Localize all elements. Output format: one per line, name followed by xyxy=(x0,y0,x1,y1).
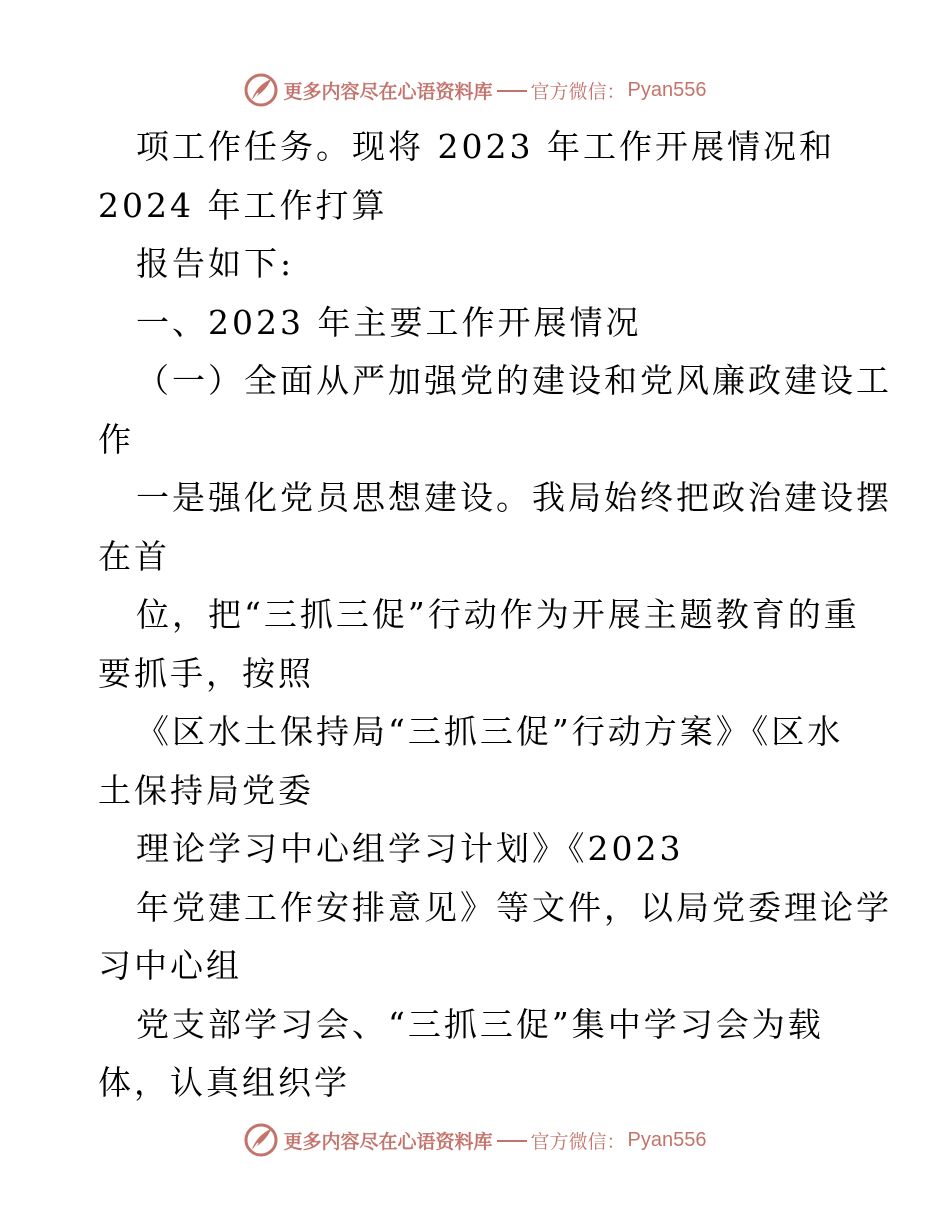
text-line: 年党建工作安排意见》等文件，以局党委理论学 xyxy=(136,887,892,927)
text-line: 党支部学习会、“三抓三促”集中学习会为载 xyxy=(136,1004,824,1044)
text-line: 位，把“三抓三促”行动作为开展主题教育的重 xyxy=(136,595,860,634)
feather-pen-logo-icon xyxy=(244,1123,278,1157)
text-line: 《区水土保持局“三抓三促”行动方案》《区水 xyxy=(136,712,844,751)
section-heading: 一、2023 年主要工作开展情况 xyxy=(136,302,642,342)
footer-official-label: 官方微信： xyxy=(530,1130,626,1153)
header-separator xyxy=(497,90,527,92)
text-line: 作 xyxy=(98,419,134,459)
header-official-label: 官方微信： xyxy=(530,80,626,103)
text-line: 体，认真组织学 xyxy=(98,1063,350,1102)
footer-wechat-id: Pyan556 xyxy=(627,1128,707,1151)
text-line: 一是强化党员思想建设。我局始终把政治建设摆 xyxy=(136,478,892,517)
subsection-heading: （一）全面从严加强党的建设和党风廉政建设工 xyxy=(136,361,892,400)
footer-watermark-banner xyxy=(0,1120,950,1160)
text-line: 在首 xyxy=(98,536,170,576)
text-line: 2024 年工作打算 xyxy=(98,185,388,225)
feather-pen-logo-icon xyxy=(244,73,278,107)
header-brand-text: 更多内容尽在心语资料库 xyxy=(283,80,493,103)
text-line: 理论学习中心组学习计划》《2023 xyxy=(136,829,684,868)
text-line: 习中心组 xyxy=(98,946,242,985)
header-wechat-id: Pyan556 xyxy=(627,78,707,101)
footer-separator xyxy=(497,1140,527,1142)
document-body xyxy=(98,118,892,1113)
text-line: 报告如下: xyxy=(136,244,295,283)
text-line: 要抓手，按照 xyxy=(98,653,314,693)
text-line: 项工作任务。现将 2023 年工作开展情况和 xyxy=(136,127,835,166)
footer-brand-text: 更多内容尽在心语资料库 xyxy=(283,1130,493,1153)
header-watermark-banner xyxy=(0,70,950,110)
text-line: 土保持局党委 xyxy=(98,770,314,810)
